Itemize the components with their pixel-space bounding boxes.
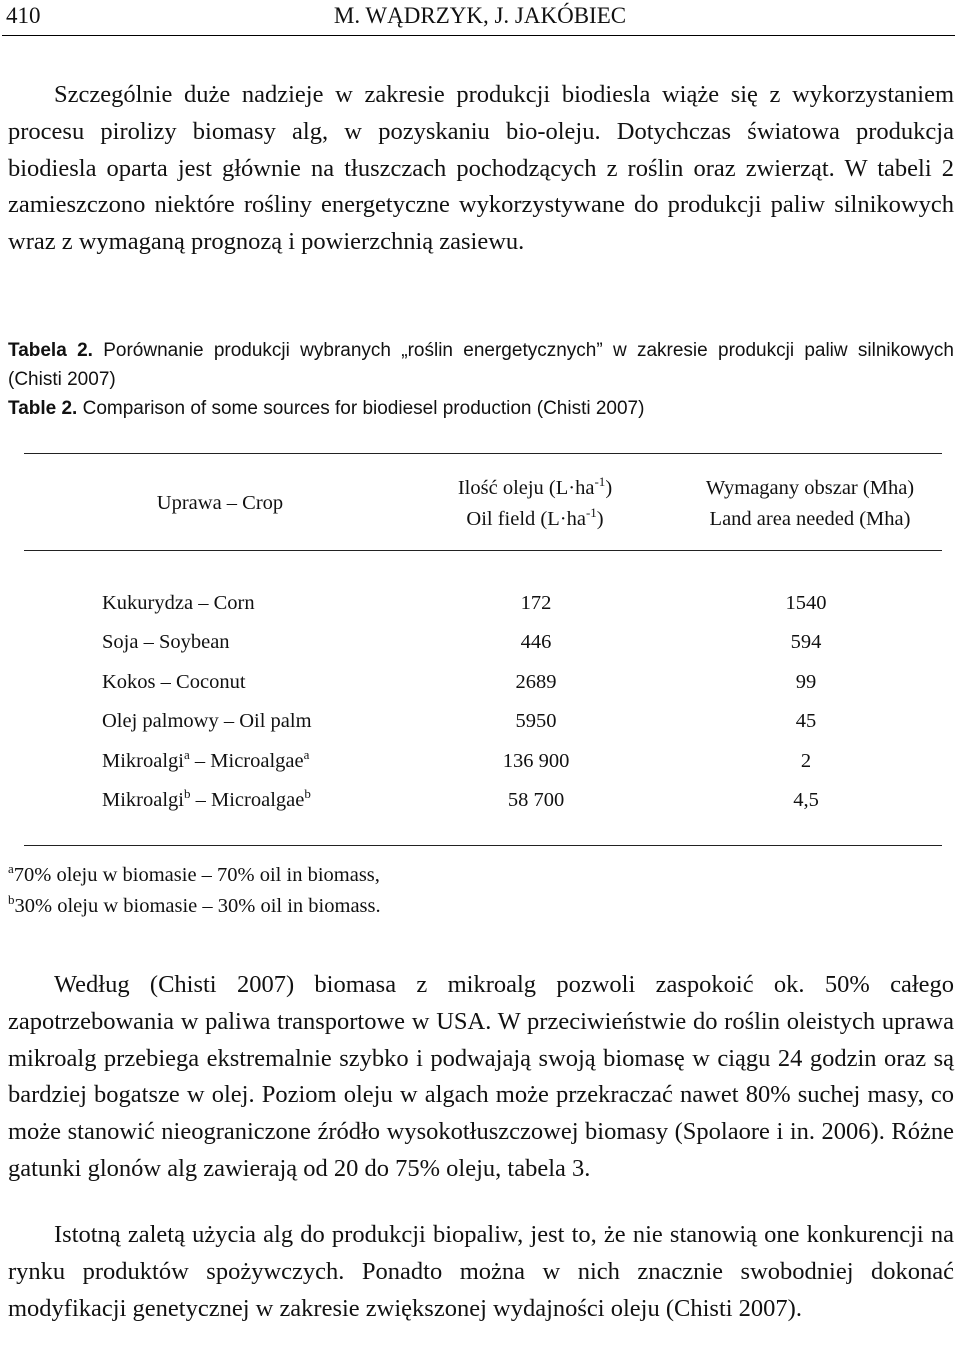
header-oil-en: Oil field $(L\cdot ha^{-1})$ xyxy=(466,505,604,530)
cell-crop: Mikroalgi$^b$ – Microalgae$^b$ xyxy=(102,786,311,811)
cell-oil-yield: 58 700 xyxy=(507,788,565,811)
table-row xyxy=(0,746,960,785)
table-footnotes xyxy=(8,860,954,922)
table-caption-text: Porównanie produkcji wybranych „roślin energetycznych” w zakresie produkcji paliw silnikowych (Chisti 2007) xyxy=(8,340,954,390)
running-head: M. WĄDRZYK, J. JAKÓBIEC xyxy=(333,3,627,28)
footnote: $^a$70% oleju w biomasie – 70% oil in biomass, xyxy=(8,861,380,886)
cell-land-area: 45 xyxy=(795,710,817,733)
table-row xyxy=(0,588,960,627)
body-paragraph: Według (Chisti 2007) biomasa z mikroalg pozwoli zaspokoić ok. 50% całego zapotrzebowania w paliwa transportowe w USA. W przeciwieństwie do roślin oleistych uprawa mikroalg przebiega ekstremalnie szybko i podwajają swoją biomasę w ciągu 24 godzin oraz są bardziej bogatsze w olej. Poziom oleju w algach może przekraczać nawet 80% suchej masy, co może stanowić nieograniczone źródło wysokotłuszczowej biomasy (Spolaore i in. 2006). Różne gatunki glonów alg zawierają od 20 do 75% oleju, tabela 3. xyxy=(8,971,954,1182)
body-paragraph: Szczególnie duże nadzieje w zakresie produkcji biodiesla wiąże się z wykorzystaniem procesu pirolizy biomasy alg, w pozyskaniu bio-oleju. Dotychczas światowa produkcja biodiesla oparta jest głównie na tłuszczach pochodzących z roślin oraz zwierząt. W tabeli 2 zamieszczono niektóre rośliny energetyczne wykorzystywane do produkcji paliw silnikowych wraz z wymaganą prognozą i powierzchnią zasiewu. xyxy=(8,81,954,256)
cell-land-area: 4,5 xyxy=(793,788,819,811)
header-rule xyxy=(2,35,955,36)
table-row xyxy=(0,785,960,824)
table-body xyxy=(0,588,960,824)
table-caption-en xyxy=(8,394,954,423)
header-crop: Uprawa – Crop xyxy=(156,492,284,514)
table-row xyxy=(0,627,960,666)
table-row xyxy=(0,667,960,706)
cell-land-area: 99 xyxy=(795,670,817,693)
cell-crop: Mikroalgi$^a$ – Microalgae$^a$ xyxy=(102,746,310,772)
cell-land-area: 1540 xyxy=(785,592,827,614)
cell-oil-yield: 446 xyxy=(520,631,552,654)
table-bottom-rule xyxy=(24,845,942,846)
cell-crop: Kokos – Coconut xyxy=(102,670,246,693)
header-area-pl: Wymagany obszar (Mha) xyxy=(705,477,915,499)
body-paragraph: Istotną zaletą użycia alg do produkcji biopaliw, jest to, że nie stanowią one konkurencji na rynku produktów spożywczych. Ponadto można w nich znacznie swobodniej dokonać modyfikacji genetycznej w zakresie zwiększonej wydajności oleju (Chisti 2007). xyxy=(8,1221,954,1322)
header-land-area xyxy=(660,473,960,535)
footnote: $^b$30% oleju w biomasie – 30% oil in biomass. xyxy=(8,892,381,917)
header-oil-pl: Ilość oleju $(L\cdot ha^{-1})$ xyxy=(457,474,613,499)
header-oil-yield xyxy=(400,473,670,535)
table-caption-label: Table 2. xyxy=(8,398,78,419)
page-number: 410 xyxy=(6,3,41,28)
table-top-rule xyxy=(24,453,942,454)
table-caption-text: Comparison of some sources for biodiesel production (Chisti 2007) xyxy=(77,398,645,419)
cell-crop: Kukurydza – Corn xyxy=(102,592,255,614)
table-header-rule xyxy=(24,550,942,551)
cell-oil-yield: 172 xyxy=(520,592,552,614)
cell-land-area: 594 xyxy=(790,631,822,654)
table-caption-pl xyxy=(8,336,954,394)
table-row xyxy=(0,706,960,745)
cell-land-area: 2 xyxy=(800,749,812,772)
cell-oil-yield: 136 900 xyxy=(502,749,570,772)
cell-crop: Soja – Soybean xyxy=(102,631,230,654)
header-area-en: Land area needed (Mha) xyxy=(709,508,911,530)
cell-oil-yield: 5950 xyxy=(515,710,557,733)
table-caption-label: Tabela 2. xyxy=(8,340,93,361)
cell-oil-yield: 2689 xyxy=(515,670,557,693)
cell-crop: Olej palmowy – Oil palm xyxy=(102,710,312,733)
